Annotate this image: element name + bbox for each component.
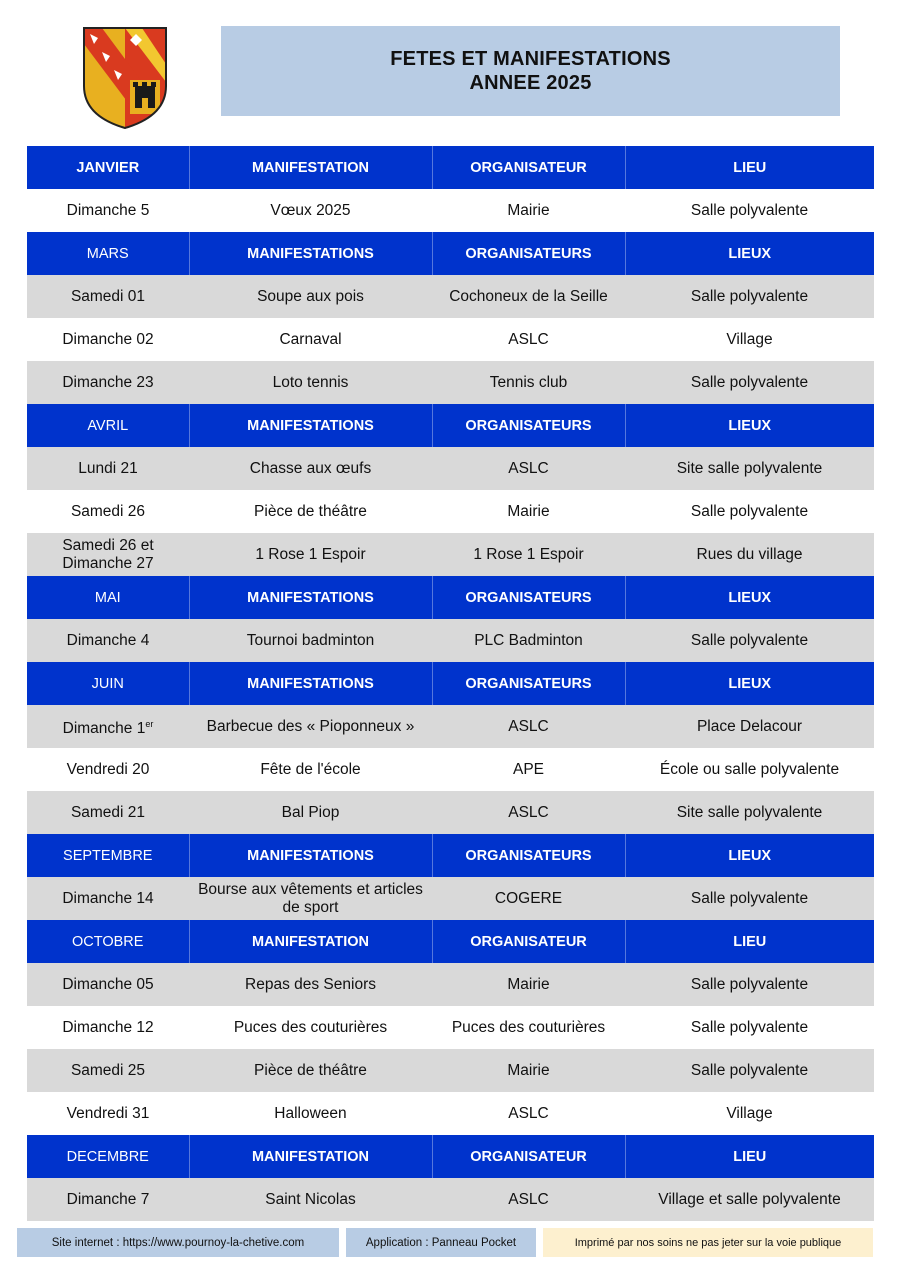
event-organizer: Tennis club — [432, 361, 625, 404]
event-place: Salle polyvalente — [625, 275, 874, 318]
event-column-header: MANIFESTATION — [189, 1135, 432, 1178]
organizer-column-header: ORGANISATEURS — [432, 576, 625, 619]
event-organizer: Mairie — [432, 189, 625, 232]
coat-of-arms-logo — [80, 24, 170, 132]
month-header: AVRIL — [27, 404, 189, 447]
event-row — [27, 791, 874, 834]
event-name: Carnaval — [189, 318, 432, 361]
event-organizer: Mairie — [432, 1049, 625, 1092]
event-place: Village — [625, 318, 874, 361]
event-date: Vendredi 20 — [27, 748, 189, 791]
organizer-column-header: ORGANISATEUR — [432, 146, 625, 189]
event-place: Place Delacour — [625, 705, 874, 748]
event-row — [27, 447, 874, 490]
event-name: 1 Rose 1 Espoir — [189, 533, 432, 576]
event-date: Samedi 26 — [27, 490, 189, 533]
month-header-row — [27, 834, 874, 877]
title-banner — [221, 26, 840, 116]
organizer-column-header: ORGANISATEURS — [432, 834, 625, 877]
month-header: JANVIER — [27, 146, 189, 189]
print-notice-footer: Imprimé par nos soins ne pas jeter sur la voie publique — [543, 1228, 873, 1257]
event-place: Site salle polyvalente — [625, 447, 874, 490]
event-place: Rues du village — [625, 533, 874, 576]
event-date: Samedi 26 et Dimanche 27 — [27, 533, 189, 576]
event-date: Dimanche 23 — [27, 361, 189, 404]
event-row — [27, 189, 874, 232]
organizer-column-header: ORGANISATEURS — [432, 404, 625, 447]
place-column-header: LIEUX — [625, 662, 874, 705]
event-date: Dimanche 14 — [27, 877, 189, 920]
event-name: Fête de l'école — [189, 748, 432, 791]
event-organizer: ASLC — [432, 791, 625, 834]
events-table — [27, 146, 874, 1221]
place-column-header: LIEUX — [625, 834, 874, 877]
event-name: Repas des Seniors — [189, 963, 432, 1006]
event-row — [27, 1092, 874, 1135]
event-name: Halloween — [189, 1092, 432, 1135]
event-name: Puces des couturières — [189, 1006, 432, 1049]
event-date: Samedi 25 — [27, 1049, 189, 1092]
event-row — [27, 533, 874, 576]
event-row — [27, 1006, 874, 1049]
event-place: Salle polyvalente — [625, 877, 874, 920]
event-date: Samedi 21 — [27, 791, 189, 834]
event-place: Salle polyvalente — [625, 963, 874, 1006]
event-organizer: Cochoneux de la Seille — [432, 275, 625, 318]
month-header: MAI — [27, 576, 189, 619]
event-organizer: ASLC — [432, 705, 625, 748]
event-place: Salle polyvalente — [625, 1049, 874, 1092]
event-name: Loto tennis — [189, 361, 432, 404]
event-organizer: APE — [432, 748, 625, 791]
event-name: Bal Piop — [189, 791, 432, 834]
event-column-header: MANIFESTATION — [189, 920, 432, 963]
month-header: JUIN — [27, 662, 189, 705]
event-date: Dimanche 02 — [27, 318, 189, 361]
event-column-header: MANIFESTATION — [189, 146, 432, 189]
page-title: FETES ET MANIFESTATIONS — [390, 48, 671, 70]
month-header-row — [27, 146, 874, 189]
event-organizer: PLC Badminton — [432, 619, 625, 662]
month-header: OCTOBRE — [27, 920, 189, 963]
event-row — [27, 877, 874, 920]
event-column-header: MANIFESTATIONS — [189, 662, 432, 705]
month-header: MARS — [27, 232, 189, 275]
event-name: Soupe aux pois — [189, 275, 432, 318]
month-header-row — [27, 232, 874, 275]
event-name: Vœux 2025 — [189, 189, 432, 232]
event-row — [27, 1178, 874, 1221]
event-place: École ou salle polyvalente — [625, 748, 874, 791]
month-header: SEPTEMBRE — [27, 834, 189, 877]
website-footer: Site internet : https://www.pournoy-la-chetive.com — [17, 1228, 339, 1257]
event-column-header: MANIFESTATIONS — [189, 834, 432, 877]
event-row — [27, 490, 874, 533]
event-column-header: MANIFESTATIONS — [189, 404, 432, 447]
place-column-header: LIEUX — [625, 576, 874, 619]
event-name: Pièce de théâtre — [189, 490, 432, 533]
event-date: Dimanche 12 — [27, 1006, 189, 1049]
month-header-row — [27, 576, 874, 619]
event-name: Bourse aux vêtements et articles de sport — [189, 877, 432, 920]
organizer-column-header: ORGANISATEUR — [432, 1135, 625, 1178]
place-column-header: LIEUX — [625, 404, 874, 447]
event-organizer: ASLC — [432, 318, 625, 361]
event-name: Saint Nicolas — [189, 1178, 432, 1221]
event-place: Site salle polyvalente — [625, 791, 874, 834]
page-subtitle: ANNEE 2025 — [469, 72, 592, 94]
event-date: Lundi 21 — [27, 447, 189, 490]
event-row — [27, 275, 874, 318]
event-place: Salle polyvalente — [625, 361, 874, 404]
event-row — [27, 963, 874, 1006]
organizer-column-header: ORGANISATEURS — [432, 662, 625, 705]
event-organizer: ASLC — [432, 447, 625, 490]
event-row — [27, 318, 874, 361]
event-row — [27, 705, 874, 748]
event-place: Salle polyvalente — [625, 1006, 874, 1049]
month-header-row — [27, 662, 874, 705]
event-date: Vendredi 31 — [27, 1092, 189, 1135]
month-header: DECEMBRE — [27, 1135, 189, 1178]
event-place: Salle polyvalente — [625, 189, 874, 232]
event-row — [27, 361, 874, 404]
event-organizer: Mairie — [432, 490, 625, 533]
event-date: Samedi 01 — [27, 275, 189, 318]
organizer-column-header: ORGANISATEUR — [432, 920, 625, 963]
event-date: Dimanche 4 — [27, 619, 189, 662]
event-date: Dimanche 5 — [27, 189, 189, 232]
place-column-header: LIEU — [625, 1135, 874, 1178]
month-header-row — [27, 1135, 874, 1178]
event-name: Chasse aux œufs — [189, 447, 432, 490]
event-organizer: Mairie — [432, 963, 625, 1006]
place-column-header: LIEU — [625, 920, 874, 963]
event-place: Village — [625, 1092, 874, 1135]
event-organizer: ASLC — [432, 1092, 625, 1135]
place-column-header: LIEU — [625, 146, 874, 189]
event-place: Salle polyvalente — [625, 490, 874, 533]
event-name: Tournoi badminton — [189, 619, 432, 662]
month-header-row — [27, 404, 874, 447]
event-date: Dimanche 1er — [27, 705, 189, 748]
event-place: Village et salle polyvalente — [625, 1178, 874, 1221]
organizer-column-header: ORGANISATEURS — [432, 232, 625, 275]
event-organizer: 1 Rose 1 Espoir — [432, 533, 625, 576]
event-row — [27, 748, 874, 791]
event-name: Barbecue des « Pioponneux » — [189, 705, 432, 748]
month-header-row — [27, 920, 874, 963]
event-column-header: MANIFESTATIONS — [189, 232, 432, 275]
event-date: Dimanche 05 — [27, 963, 189, 1006]
event-organizer: COGERE — [432, 877, 625, 920]
event-organizer: Puces des couturières — [432, 1006, 625, 1049]
event-place: Salle polyvalente — [625, 619, 874, 662]
event-organizer: ASLC — [432, 1178, 625, 1221]
event-date: Dimanche 7 — [27, 1178, 189, 1221]
event-column-header: MANIFESTATIONS — [189, 576, 432, 619]
app-footer: Application : Panneau Pocket — [346, 1228, 536, 1257]
event-row — [27, 619, 874, 662]
event-row — [27, 1049, 874, 1092]
place-column-header: LIEUX — [625, 232, 874, 275]
event-name: Pièce de théâtre — [189, 1049, 432, 1092]
